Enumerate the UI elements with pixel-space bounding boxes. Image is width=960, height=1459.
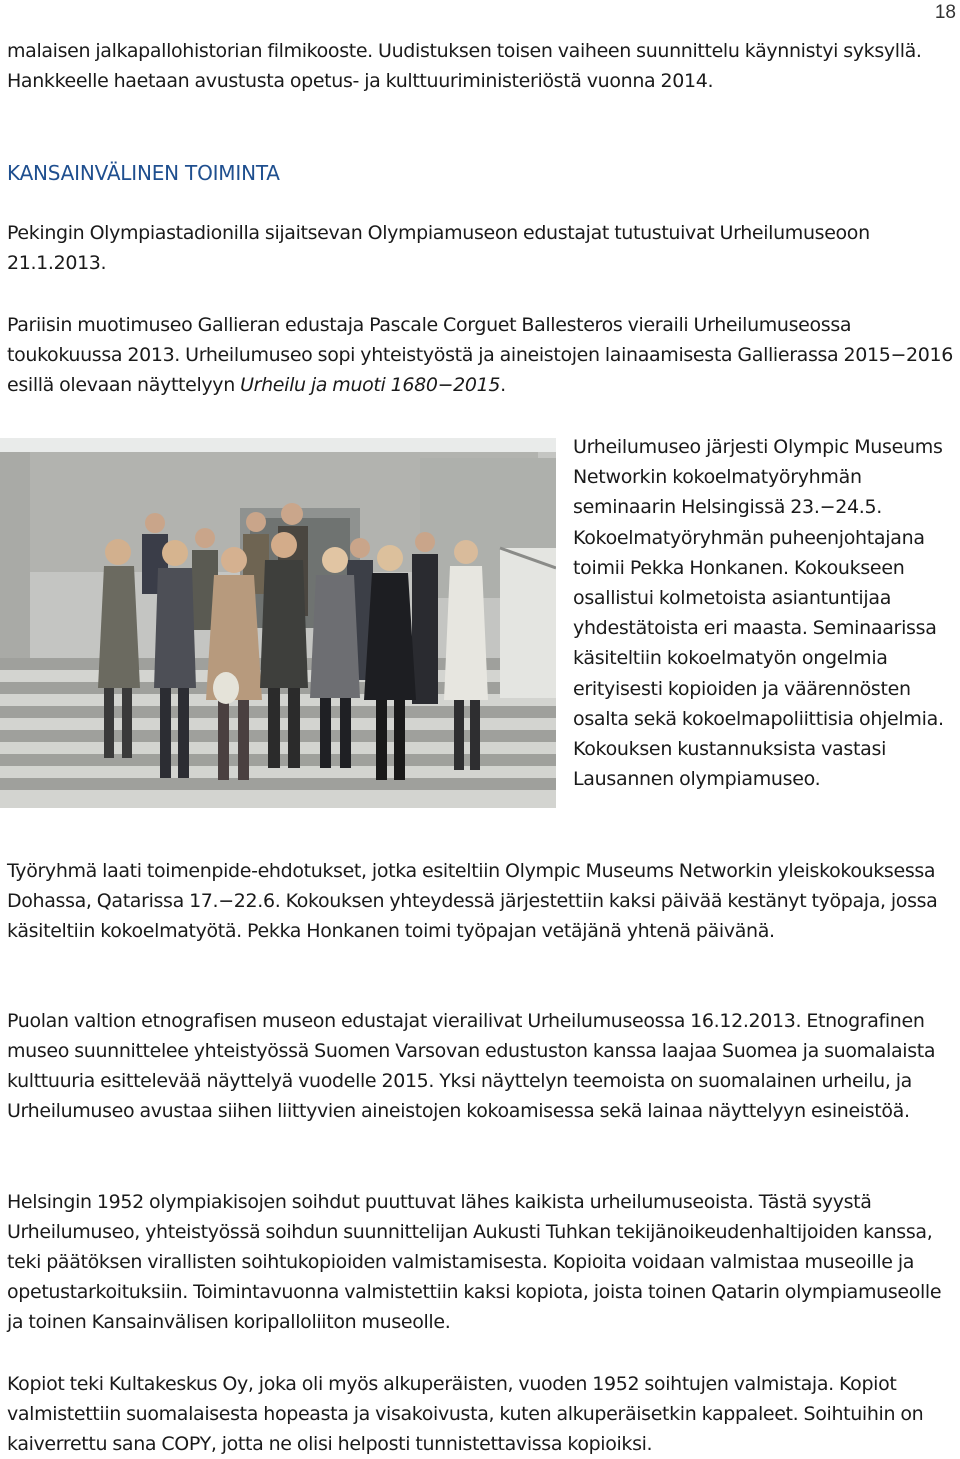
- seminar-paragraph: Urheilumuseo järjesti Olympic Museums Networkin kokoelmatyöryhmän seminaarin Helsingissä 23.−24.5. Kokoelmatyöryhmän puheenjohtajana toimii Pekka Honkanen. Kokoukseen osallistui kolmetoista asiantuntijaa yhdestätoista eri maasta. Seminaarissa käsiteltiin kokoelmatyön ongelmia erityisesti kopioiden ja väärennösten osalta sekä kokoelmapoliittisia ohjelmia. Kokouksen kustannuksista vastasi Lausannen olympiamuseo.: [573, 436, 944, 791]
- doha-paragraph: Työryhmä laati toimenpide-ehdotukset, jotka esiteltiin Olympic Museums Networkin yleiskokouksessa Dohassa, Qatarissa 17.−22.6. Kokouksen yhteydessä järjestettiin kaksi päivää kestänyt työpaja, jossa käsiteltiin kokoelmatyötä. Pekka Honkanen toimi työpajan vetäjänä yhtenä päivänä.: [7, 860, 938, 942]
- galliera-text: Pariisin muotimuseo Gallieran edustaja Pascale Corguet Ballesteros vieraili Urheilumuseossa toukokuussa 2013. Urheilumuseo sopi yhteistyöstä ja aineistojen lainaamisesta Gallierassa 2015−2016 esillä olevaan näyttelyyn: [7, 314, 954, 396]
- section-heading: KANSAINVÄLINEN TOIMINTA: [7, 161, 280, 185]
- page-number: 18: [934, 2, 956, 23]
- intro-paragraph: malaisen jalkapallohistorian filmikooste. Uudistuksen toisen vaiheen suunnittelu käynnistyi syksyllä. Hankkeelle haetaan avustusta opetus- ja kulttuuriministeriöstä vuonna 2014.: [7, 40, 922, 92]
- galliera-text-end: .: [500, 374, 506, 396]
- copies-paragraph: Kopiot teki Kultakeskus Oy, joka oli myös alkuperäisten, vuoden 1952 soihtujen valmistaja. Kopiot valmistettiin suomalaisesta hopeasta ja visakoivusta, kuten alkuperäisetkin kappaleet. Soihtuihin on kaiverrettu sana COPY, jotta ne olisi helposti tunnistettavissa kopioiksi.: [7, 1373, 924, 1455]
- group-photo: [0, 438, 556, 808]
- exhibition-title: Urheilu ja muoti 1680−2015: [240, 374, 501, 396]
- galliera-paragraph: [7, 310, 957, 400]
- torch-paragraph: Helsingin 1952 olympiakisojen soihdut puuttuvat lähes kaikista urheilumuseoista. Tästä syystä Urheilumuseo, yhteistyössä soihdun suunnittelijan Aukusti Tuhkan tekijänoikeudenhaltijoiden kanssa, teki päätöksen virallisten soihtukopioiden valmistamisesta. Kopioita voidaan valmistaa museoille ja opetustarkoituksiin. Toimintavuonna valmistettiin kaksi kopiota, joista toinen Qatarin olympiamuseolle ja toinen Kansainvälisen koripalloliiton museolle.: [7, 1191, 942, 1333]
- beijing-visit-paragraph: Pekingin Olympiastadionilla sijaitsevan Olympiamuseon edustajat tutustuivat Urheilumuseoon 21.1.2013.: [7, 222, 870, 274]
- warsaw-paragraph: Puolan valtion etnografisen museon edustajat vierailivat Urheilumuseossa 16.12.2013. Etnografinen museo suunnittelee yhteistyössä Suomen Varsovan edustuston kanssa laajaa Suomea ja suomalaista kulttuuria esittelevää näyttelyä vuodelle 2015. Yksi näyttelyn teemoista on suomalainen urheilu, ja Urheilumuseo avustaa siihen liittyvien aineistojen kokoamisessa sekä lainaa näyttelyyn esineistöä.: [7, 1010, 936, 1122]
